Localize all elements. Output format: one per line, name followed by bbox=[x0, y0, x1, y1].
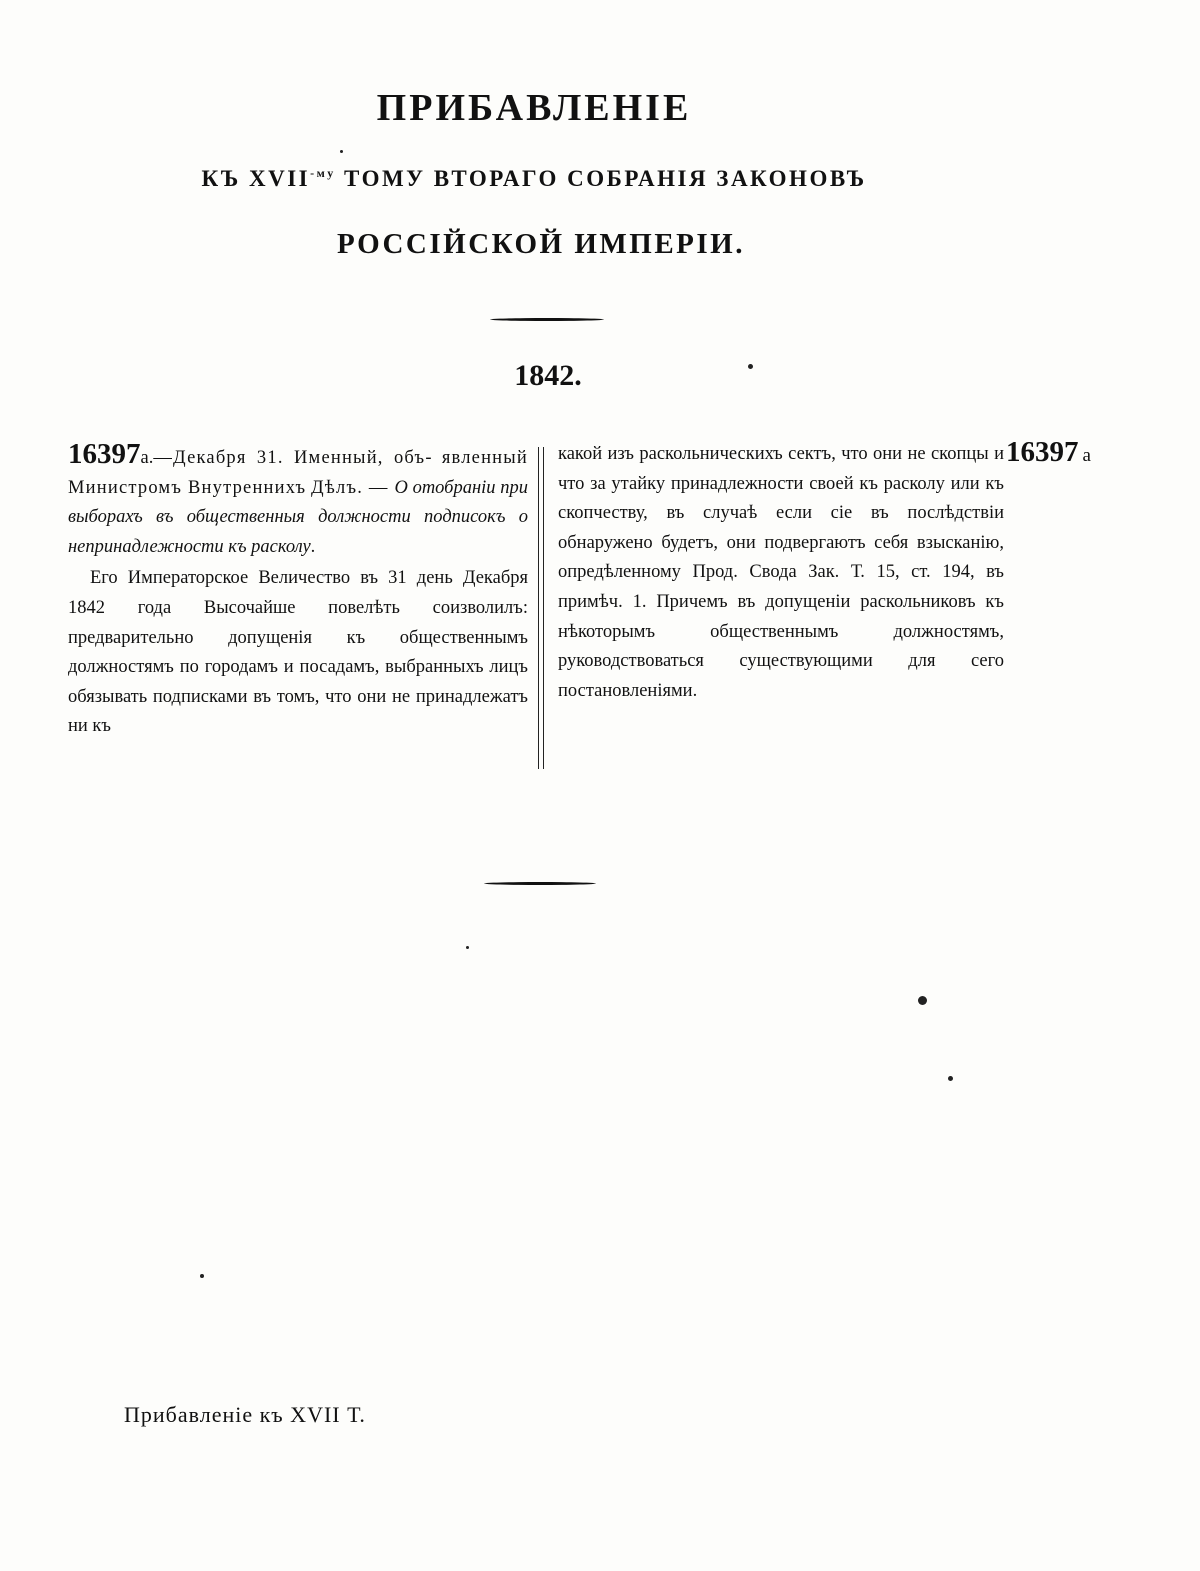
ink-speck bbox=[948, 1076, 953, 1081]
column-divider bbox=[538, 447, 544, 769]
ink-speck bbox=[340, 150, 343, 153]
ink-speck bbox=[748, 364, 753, 369]
entry-date: —Декабря 31. Именный, объ- bbox=[153, 448, 433, 468]
entry-body-right: какой изъ раскольническихъ сектъ, что они не скопцы и что за утайку принадлежности своей къ расколу или къ скопчеству, въ случаѣ если сіе въ послѣдствіи обнаружено будетъ, они подвергаютъ себя взысканію, опредѣленному Прод. Свода Зак. Т. 15, ст. 194, въ примѣч. 1. Причемъ въ допущеніи раскольниковъ къ нѣкоторымъ общественнымъ должностямъ, руководствоваться существующими для сего постановленіями. bbox=[558, 444, 1004, 701]
column-right bbox=[558, 440, 1004, 706]
entry-issuer: явленный Министромъ Внутреннихъ bbox=[68, 448, 529, 498]
margin-entry-number bbox=[1006, 436, 1091, 469]
entry-number-suffix: а. bbox=[140, 448, 154, 468]
ornamental-rule-top bbox=[490, 318, 604, 321]
page-title: ПРИБАВЛЕНІЕ bbox=[376, 87, 692, 129]
page-footer-signature: Прибавленіе къ XVII Т. bbox=[124, 1402, 366, 1427]
entry-issuer-tail: Дѣлъ. — bbox=[310, 477, 395, 498]
page-subtitle bbox=[0, 166, 1068, 192]
page-subtitle-line2: РОССІЙСКОЙ ИМПЕРІИ. bbox=[337, 228, 745, 260]
entry-number: 16397 bbox=[68, 438, 141, 470]
subtitle-superscript: -му bbox=[310, 166, 336, 180]
year-heading: 1842. bbox=[514, 359, 582, 392]
entry-subject: О отобраніи при выборахъ въ общественныя должности подписокъ о непринадлежности къ расколу bbox=[68, 477, 528, 557]
entry-heading bbox=[68, 440, 528, 562]
column-left bbox=[68, 440, 528, 742]
subtitle-suffix: ТОМУ ВТОРАГО СОБРАНІЯ ЗАКОНОВЪ bbox=[335, 166, 867, 191]
ink-speck bbox=[918, 996, 927, 1005]
entry-subject-end: . bbox=[310, 536, 316, 557]
margin-number-suffix: а bbox=[1082, 445, 1091, 466]
entry-body-left: Его Императорское Величество въ 31 день Декабря 1842 года Высочайше повелѣть соизволилъ: предварительно допущенія къ общественнымъ должностямъ по городамъ и посадамъ, выбранныхъ лицъ обязывать подписками въ томъ, что они не принадлежатъ ни къ bbox=[68, 568, 528, 737]
margin-number-value: 16397 bbox=[1006, 436, 1079, 468]
ink-speck bbox=[466, 946, 469, 949]
subtitle-prefix: КЪ XVII bbox=[201, 166, 311, 191]
ink-speck bbox=[200, 1274, 204, 1278]
ornamental-rule-bottom bbox=[484, 882, 596, 885]
